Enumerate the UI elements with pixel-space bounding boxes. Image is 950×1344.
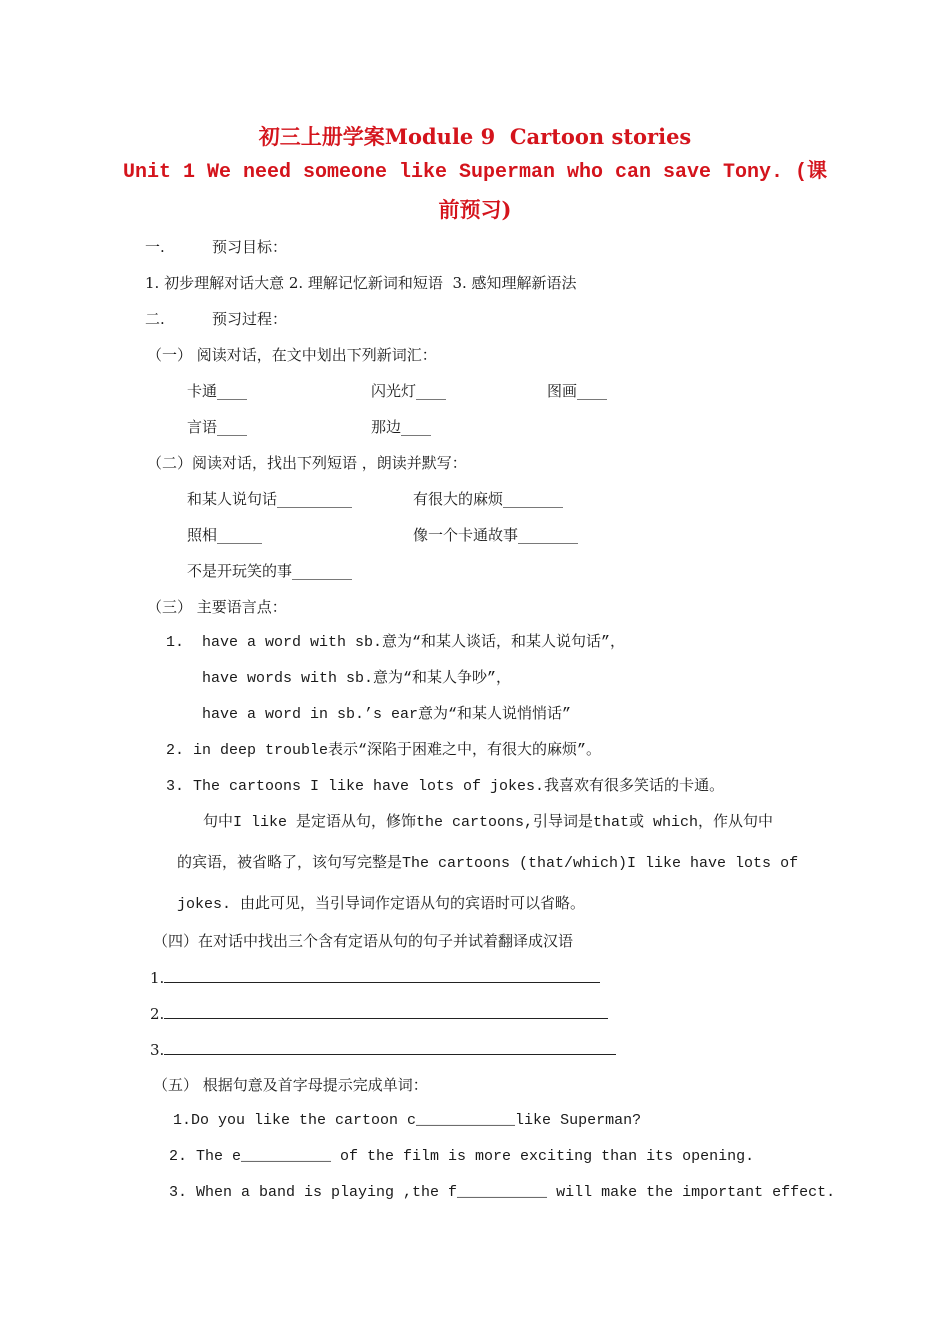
- phrase-item: 有很大的麻烦________: [413, 490, 564, 508]
- answer-line-1[interactable]: [150, 967, 600, 988]
- exercise-1: 1.Do you like the cartoon c___________like Superman?: [173, 1112, 642, 1129]
- answer-blank: [164, 967, 600, 983]
- exercise-2: 2. The e__________ of the film is more exciting than its opening.: [169, 1148, 755, 1165]
- section-2-number: 二.: [145, 310, 165, 328]
- doc-subtitle-cont: [0, 197, 950, 223]
- part-5-heading: （五） 根据句意及首字母提示完成单词：: [153, 1076, 428, 1094]
- doc-title: [0, 124, 950, 150]
- point-2: 2. in deep trouble表示“深陷于困难之中，有很大的麻烦”。: [166, 742, 602, 759]
- answer-line-3[interactable]: [150, 1039, 616, 1060]
- part-2-heading: （二）阅读对话，找出下列短语 ，朗读并默写：: [147, 454, 467, 472]
- phrase-item: 不是开玩笑的事________: [187, 562, 353, 580]
- title-line-3: 前预习): [438, 197, 512, 222]
- answer-blank: [164, 1003, 608, 1019]
- vocab-item: 那边____: [371, 418, 432, 436]
- answer-number: 3.: [150, 1041, 165, 1059]
- point-3-explanation-2: 的宾语，被省略了，该句写完整是The cartoons (that/which)I like have lots of: [177, 855, 799, 872]
- phrase-item: 照相______: [187, 526, 263, 544]
- point-3: 3. The cartoons I like have lots of jokes.我喜欢有很多笑话的卡通。: [166, 778, 725, 795]
- answer-number: 2.: [150, 1005, 165, 1023]
- answer-line-2[interactable]: [150, 1003, 608, 1024]
- point-3-explanation-1: 句中I like 是定语从句，修饰the cartoons,引导词是that或 which，作从句中: [203, 814, 774, 831]
- goals-text: 1. 初步理解对话大意 2. 理解记忆新词和短语 3. 感知理解新语法: [145, 274, 577, 292]
- section-1-heading: 预习目标：: [212, 238, 288, 256]
- part-4-heading: （四）在对话中找出三个含有定语从句的句子并试着翻译成汉语: [153, 932, 574, 950]
- vocab-item: 闪光灯____: [371, 382, 447, 400]
- section-1-number: 一.: [145, 238, 165, 256]
- vocab-item: 图画____: [547, 382, 608, 400]
- phrase-item: 像一个卡通故事________: [413, 526, 579, 544]
- answer-number: 1.: [150, 969, 165, 987]
- title-line-2: Unit 1 We need someone like Superman who can save Tony. (课: [122, 161, 828, 184]
- answer-blank: [164, 1039, 616, 1055]
- vocab-item: 卡通____: [187, 382, 248, 400]
- doc-subtitle: [0, 160, 950, 186]
- point-3-explanation-3: jokes. 由此可见，当引导词作定语从句的宾语时可以省略。: [177, 896, 586, 913]
- title-line-1: 初三上册学案Module 9 Cartoon stories: [258, 124, 692, 149]
- part-1-heading: （一） 阅读对话，在文中划出下列新词汇：: [147, 346, 437, 364]
- section-2-heading: 预习过程：: [212, 310, 288, 328]
- vocab-item: 言语____: [187, 418, 248, 436]
- point-1-line-b: have words with sb.意为“和某人争吵”，: [202, 670, 512, 687]
- point-1-line-a: have a word with sb.意为“和某人谈话，和某人说句话”，: [202, 634, 626, 651]
- point-1-number: 1.: [166, 634, 185, 651]
- point-1-line-c: have a word in sb.’s ear意为“和某人说悄悄话”: [202, 706, 572, 723]
- exercise-3: 3. When a band is playing ,the f__________ will make the important effect.: [169, 1184, 836, 1201]
- phrase-item: 和某人说句话__________: [187, 490, 353, 508]
- part-3-heading: （三） 主要语言点：: [147, 598, 287, 616]
